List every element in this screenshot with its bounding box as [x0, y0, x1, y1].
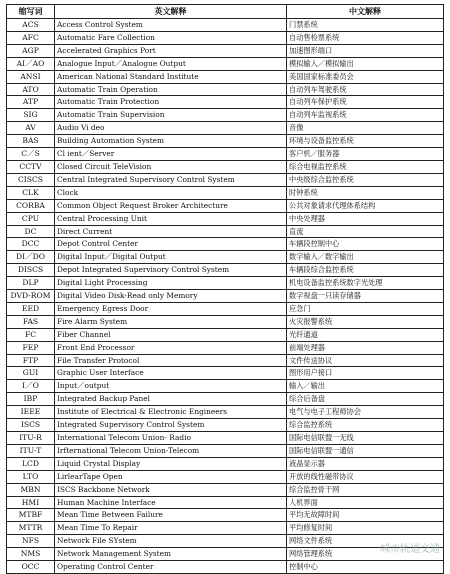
- english-cell: Common Object Request Broker Architecture: [55, 199, 287, 212]
- table-row: [7, 354, 444, 367]
- english-cell: Network Management System: [55, 548, 287, 561]
- abbreviation-cell: CCTV: [7, 160, 55, 173]
- abbreviation-cell: DISCS: [7, 264, 55, 277]
- english-cell: American National Standard Institute: [55, 70, 287, 83]
- chinese-cell: 文件传送协议: [287, 354, 444, 367]
- table-row: [7, 470, 444, 483]
- english-cell: Accelerated Graphics Port: [55, 44, 287, 57]
- abbreviation-cell: DCC: [7, 238, 55, 251]
- english-cell: Network File SYstem: [55, 535, 287, 548]
- english-cell: Building Automation System: [55, 135, 287, 148]
- abbreviation-cell: OCC: [7, 561, 55, 574]
- table-row: [7, 419, 444, 432]
- english-cell: Front End Processor: [55, 341, 287, 354]
- chinese-cell: 网络管理系统: [287, 548, 444, 561]
- abbreviation-cell: NMS: [7, 548, 55, 561]
- abbreviation-cell: NFS: [7, 535, 55, 548]
- table-row: [7, 264, 444, 277]
- chinese-cell: 平均无故障时间: [287, 509, 444, 522]
- english-cell: Audio Vi deo: [55, 122, 287, 135]
- table-row: [7, 225, 444, 238]
- english-cell: Automatic Fare Collection: [55, 31, 287, 44]
- abbreviation-cell: FAS: [7, 315, 55, 328]
- english-cell: Central Processing Unit: [55, 212, 287, 225]
- abbreviation-cell: ISCS: [7, 419, 55, 432]
- chinese-cell: 自动列车保护系统: [287, 96, 444, 109]
- table-row: [7, 70, 444, 83]
- abbreviation-cell: LTO: [7, 470, 55, 483]
- chinese-cell: 国际电信联盟一通信: [287, 444, 444, 457]
- table-row: [7, 277, 444, 290]
- english-cell: Irfternational Telecom Union-Telecom: [55, 444, 287, 457]
- chinese-cell: 中央级综合监控系统: [287, 173, 444, 186]
- table-row: [7, 238, 444, 251]
- english-cell: Input／output: [55, 380, 287, 393]
- english-cell: Fiber Channel: [55, 328, 287, 341]
- english-cell: Automatic Train Operation: [55, 83, 287, 96]
- english-cell: Digital Input／Digital Output: [55, 251, 287, 264]
- table-row: [7, 57, 444, 70]
- table-row: [7, 380, 444, 393]
- english-cell: ISCS Backbone Network: [55, 483, 287, 496]
- abbreviation-cell: FC: [7, 328, 55, 341]
- table-row: [7, 315, 444, 328]
- english-cell: Mean Time Between Failure: [55, 509, 287, 522]
- chinese-cell: 客户机／服务器: [287, 148, 444, 161]
- english-cell: Institute of Electrical & Electronic Engineers: [55, 406, 287, 419]
- abbreviation-cell: ITU-R: [7, 432, 55, 445]
- abbreviation-cell: FEP: [7, 341, 55, 354]
- abbreviation-cell: MBN: [7, 483, 55, 496]
- abbreviation-cell: BAS: [7, 135, 55, 148]
- table-row: [7, 251, 444, 264]
- english-cell: Analogue Input／Analogue Output: [55, 57, 287, 70]
- abbreviation-cell: EED: [7, 302, 55, 315]
- chinese-cell: 平均修复时间: [287, 522, 444, 535]
- abbreviation-cell: ANSI: [7, 70, 55, 83]
- english-cell: Access Control System: [55, 19, 287, 32]
- table-row: [7, 135, 444, 148]
- english-cell: Depot Control Center: [55, 238, 287, 251]
- chinese-cell: 模拟输入／模拟输出: [287, 57, 444, 70]
- chinese-cell: 门禁系统: [287, 19, 444, 32]
- abbreviation-cell: MTBF: [7, 509, 55, 522]
- english-cell: Central Integrated Supervisory Control System: [55, 173, 287, 186]
- table-body: [7, 19, 444, 574]
- chinese-cell: 综合监控系统: [287, 419, 444, 432]
- abbreviation-cell: ATP: [7, 96, 55, 109]
- table-row: [7, 393, 444, 406]
- abbreviation-cell: ATO: [7, 83, 55, 96]
- chinese-cell: 输入／输出: [287, 380, 444, 393]
- english-cell: Mean Time To Repair: [55, 522, 287, 535]
- english-cell: Direct Current: [55, 225, 287, 238]
- abbreviation-cell: AGP: [7, 44, 55, 57]
- table-row: [7, 561, 444, 574]
- abbreviation-cell: HMI: [7, 496, 55, 509]
- chinese-cell: 数字输入／数字输出: [287, 251, 444, 264]
- abbreviation-cell: CORBA: [7, 199, 55, 212]
- chinese-cell: 前端处理器: [287, 341, 444, 354]
- chinese-cell: 数字视盘一只读存储器: [287, 290, 444, 303]
- english-cell: Digital Video Disk-Read only Memory: [55, 290, 287, 303]
- table-row: [7, 290, 444, 303]
- abbreviation-cell: CPU: [7, 212, 55, 225]
- table-row: [7, 19, 444, 32]
- watermark: 城市轨道交通: [380, 544, 440, 555]
- header-chinese: 中文解释: [287, 5, 444, 19]
- abbreviation-cell: ITU-T: [7, 444, 55, 457]
- chinese-cell: 图形用户接口: [287, 367, 444, 380]
- abbreviation-cell: FTP: [7, 354, 55, 367]
- table-row: [7, 367, 444, 380]
- chinese-cell: 电气与电子工程师协会: [287, 406, 444, 419]
- abbreviation-cell: DI／DO: [7, 251, 55, 264]
- abbreviation-cell: DC: [7, 225, 55, 238]
- table-row: [7, 148, 444, 161]
- table-row: [7, 509, 444, 522]
- english-cell: Digital Light Processing: [55, 277, 287, 290]
- chinese-cell: 液晶显示器: [287, 457, 444, 470]
- chinese-cell: 国际电信联盟一无线: [287, 432, 444, 445]
- english-cell: Emergency Egress Door: [55, 302, 287, 315]
- table-row: [7, 341, 444, 354]
- table-row: [7, 199, 444, 212]
- chinese-cell: 直流: [287, 225, 444, 238]
- table-row: [7, 160, 444, 173]
- table-row: [7, 173, 444, 186]
- chinese-cell: 应急门: [287, 302, 444, 315]
- english-cell: Graphic User Interface: [55, 367, 287, 380]
- english-cell: Closed Circuit TeleVision: [55, 160, 287, 173]
- chinese-cell: 自动列车监视系统: [287, 109, 444, 122]
- table-row: [7, 406, 444, 419]
- chinese-cell: 开放的线性磁带协议: [287, 470, 444, 483]
- chinese-cell: 时钟系统: [287, 186, 444, 199]
- abbreviation-cell: IBP: [7, 393, 55, 406]
- header-abbreviation: 缩写词: [7, 5, 55, 19]
- chinese-cell: 加速图形端口: [287, 44, 444, 57]
- chinese-cell: 音像: [287, 122, 444, 135]
- english-cell: Integrated Supervisory Control System: [55, 419, 287, 432]
- table-row: [7, 432, 444, 445]
- table-row: [7, 96, 444, 109]
- table-row: [7, 328, 444, 341]
- english-cell: Integrated Backup Panel: [55, 393, 287, 406]
- english-cell: International Telecom Union- Radio: [55, 432, 287, 445]
- chinese-cell: 公共对象请求代理体系结构: [287, 199, 444, 212]
- chinese-cell: 车辆段综合监控系统: [287, 264, 444, 277]
- english-cell: Fire Alarm System: [55, 315, 287, 328]
- header-english: 英文解释: [55, 5, 287, 19]
- english-cell: Clock: [55, 186, 287, 199]
- chinese-cell: 综合监控骨干网: [287, 483, 444, 496]
- table-row: [7, 212, 444, 225]
- abbreviation-table: [6, 4, 444, 574]
- table-row: [7, 302, 444, 315]
- abbreviation-cell: ACS: [7, 19, 55, 32]
- table-row: [7, 522, 444, 535]
- table-row: [7, 109, 444, 122]
- chinese-cell: 车辆段控制中心: [287, 238, 444, 251]
- table-row: [7, 122, 444, 135]
- chinese-cell: 中央处理器: [287, 212, 444, 225]
- table-row: [7, 83, 444, 96]
- table-row: [7, 444, 444, 457]
- chinese-cell: 美国国家标准委员会: [287, 70, 444, 83]
- table-row: [7, 535, 444, 548]
- english-cell: LirlearTape Open: [55, 470, 287, 483]
- table-row: [7, 457, 444, 470]
- chinese-cell: 综合电视监控系统: [287, 160, 444, 173]
- chinese-cell: 机电设备监控系统数字光处理: [287, 277, 444, 290]
- abbreviation-cell: C／S: [7, 148, 55, 161]
- abbreviation-cell: I／O: [7, 380, 55, 393]
- abbreviation-cell: AFC: [7, 31, 55, 44]
- table-row: [7, 496, 444, 509]
- english-cell: Depot Integrated Supervisory Control System: [55, 264, 287, 277]
- chinese-cell: 自动售检票系统: [287, 31, 444, 44]
- table-row: [7, 44, 444, 57]
- chinese-cell: 环境与设备监控系统: [287, 135, 444, 148]
- abbreviation-cell: SIG: [7, 109, 55, 122]
- abbreviation-cell: GUI: [7, 367, 55, 380]
- chinese-cell: 自动列车驾驶系统: [287, 83, 444, 96]
- chinese-cell: 网络文件系统: [287, 535, 444, 548]
- chinese-cell: 光纤通道: [287, 328, 444, 341]
- chinese-cell: 人机界面: [287, 496, 444, 509]
- abbreviation-cell: CISCS: [7, 173, 55, 186]
- english-cell: Liquid Crystal Display: [55, 457, 287, 470]
- table-header-row: [7, 5, 444, 19]
- table-row: [7, 548, 444, 561]
- english-cell: Operating Control Center: [55, 561, 287, 574]
- abbreviation-cell: AI／AO: [7, 57, 55, 70]
- abbreviation-cell: DLP: [7, 277, 55, 290]
- chinese-cell: 综合后备盘: [287, 393, 444, 406]
- abbreviation-cell: DVD-ROM: [7, 290, 55, 303]
- abbreviation-cell: MTTR: [7, 522, 55, 535]
- table-row: [7, 186, 444, 199]
- english-cell: Human Machine Interface: [55, 496, 287, 509]
- abbreviation-cell: CLK: [7, 186, 55, 199]
- table-row: [7, 31, 444, 44]
- abbreviation-cell: LCD: [7, 457, 55, 470]
- abbreviation-cell: AV: [7, 122, 55, 135]
- english-cell: Automatic Train Protection: [55, 96, 287, 109]
- chinese-cell: 控制中心: [287, 561, 444, 574]
- english-cell: Automatic Train Supervision: [55, 109, 287, 122]
- english-cell: File Transfer Protocol: [55, 354, 287, 367]
- table-row: [7, 483, 444, 496]
- abbreviation-cell: IEEE: [7, 406, 55, 419]
- english-cell: Cl ient／Server: [55, 148, 287, 161]
- chinese-cell: 火灾报警系统: [287, 315, 444, 328]
